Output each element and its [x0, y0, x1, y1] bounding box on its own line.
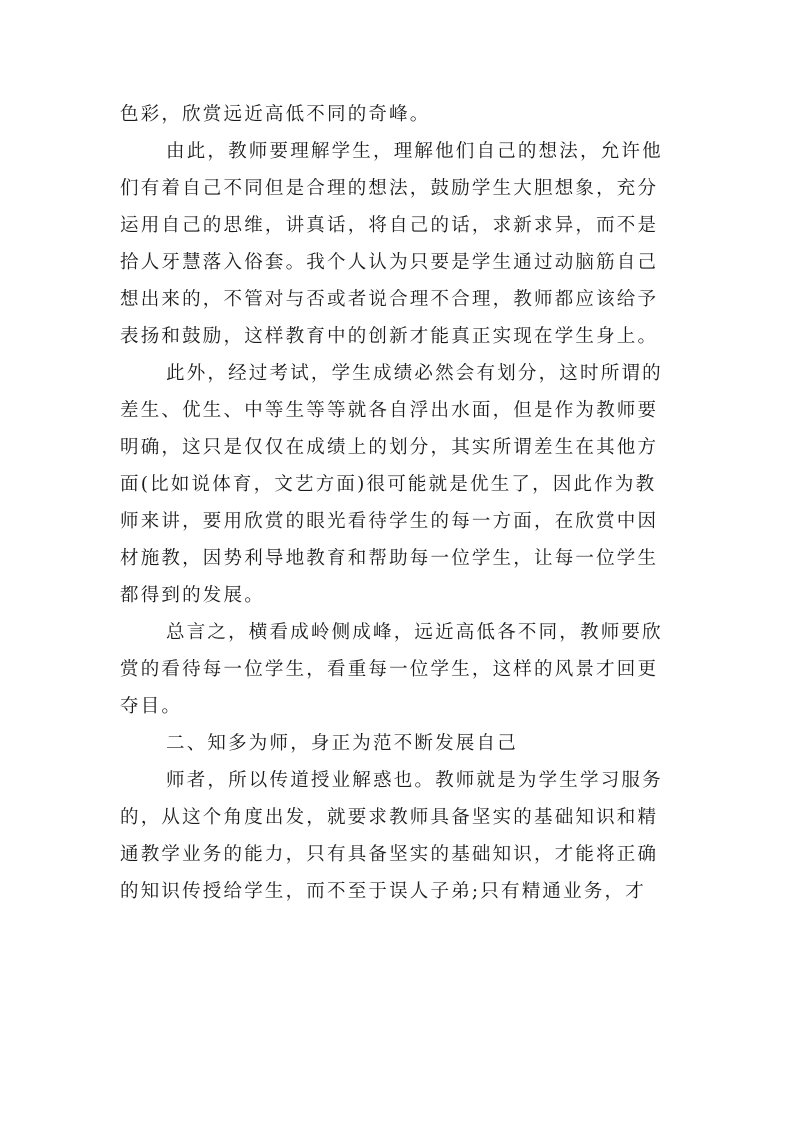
text-line: 的，从这个角度出发，就要求教师具备坚实的基础知识和精	[120, 807, 659, 828]
text-line: 运用自己的思维，讲真话，将自己的话，求新求异，而不是	[120, 215, 659, 236]
text-line: 通教学业务的能力，只有具备坚实的基础知识，才能将正确	[120, 844, 659, 865]
text-line: 的知识传授给学生，而不至于误人子弟;只有精通业务，才	[120, 881, 646, 902]
text-line: 色彩，欣赏远近高低不同的奇峰。	[120, 104, 431, 125]
text-line: 夺目。	[120, 696, 183, 717]
paragraph-first-line: 此外，经过考试，学生成绩必然会有划分，这时所谓的	[166, 363, 663, 384]
text-line: 拾人牙慧落入俗套。我个人认为只要是学生通过动脑筋自己	[120, 252, 659, 273]
text-line: 材施教，因势利导地教育和帮助每一位学生，让每一位学生	[120, 548, 659, 569]
text-line: 都得到的发展。	[120, 585, 265, 606]
paragraph-first-line: 师者，所以传道授业解惑也。教师就是为学生学习服务	[166, 770, 663, 791]
paragraph-first-line: 总言之，横看成岭侧成峰，远近高低各不同，教师要欣	[166, 622, 663, 643]
text-line: 师来讲，要用欣赏的眼光看待学生的每一方面，在欣赏中因	[120, 511, 659, 532]
text-line: 差生、优生、中等生等等就各自浮出水面，但是作为教师要	[120, 400, 659, 421]
body-text	[120, 96, 680, 910]
text-line: 赏的看待每一位学生，看重每一位学生，这样的风景才回更	[120, 659, 659, 680]
text-line: 明确，这只是仅仅在成绩上的划分，其实所谓差生在其他方	[120, 437, 659, 458]
text-line: 想出来的，不管对与否或者说合理不合理，教师都应该给予	[120, 289, 659, 310]
paragraph-first-line: 由此，教师要理解学生，理解他们自己的想法，允许他	[166, 141, 663, 162]
text-line: 表扬和鼓励，这样教育中的创新才能真正实现在学生身上。	[120, 326, 659, 347]
section-heading: 二、知多为师，身正为范不断发展自己	[166, 733, 518, 754]
text-line: 面(比如说体育，文艺方面)很可能就是优生了，因此作为教	[120, 474, 657, 495]
text-line: 们有着自己不同但是合理的想法，鼓励学生大胆想象，充分	[120, 178, 659, 199]
